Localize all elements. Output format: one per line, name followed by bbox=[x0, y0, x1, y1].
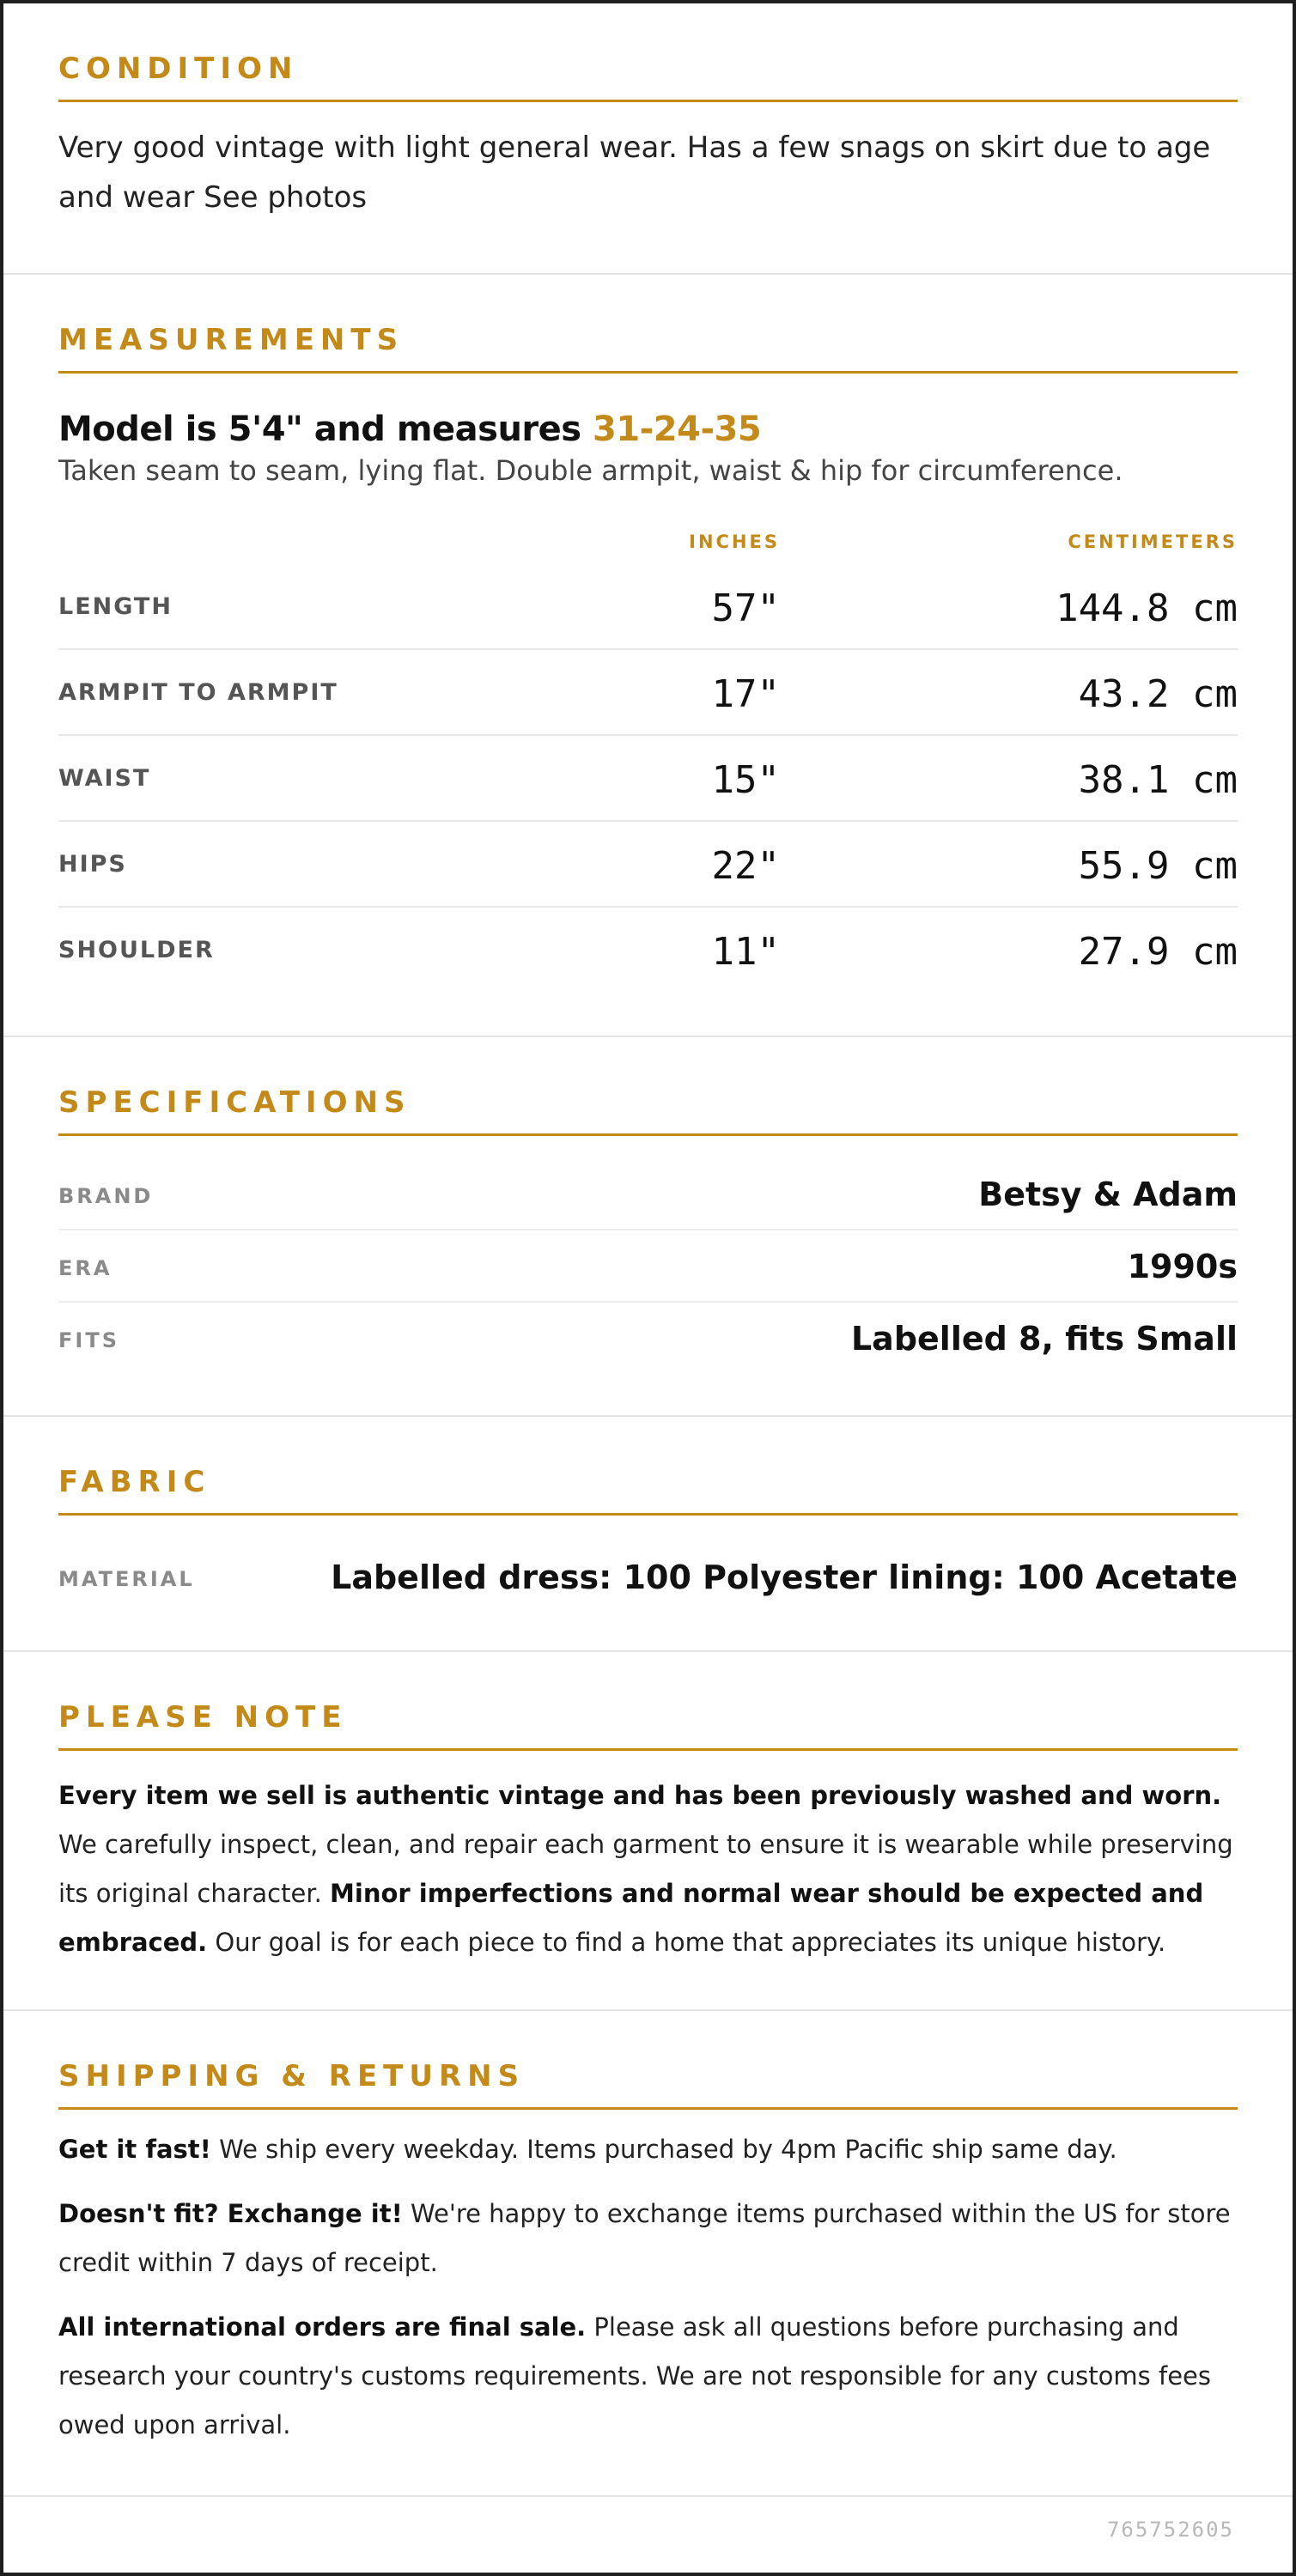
measurement-label: HIPS bbox=[58, 851, 127, 878]
exchange-paragraph bbox=[58, 2190, 1238, 2287]
spec-label: ERA bbox=[58, 1256, 113, 1280]
column-header-inches: INCHES bbox=[689, 532, 780, 552]
column-header-centimeters: CENTIMETERS bbox=[1068, 532, 1238, 552]
note-bold-authentic: Every item we sell is authentic vintage and has been previously washed and worn. bbox=[58, 1781, 1222, 1810]
shipping-fast-text: We ship every weekday. Items purchased by 4pm Pacific ship same day. bbox=[210, 2135, 1117, 2164]
measurements-subtitle: Taken seam to seam, lying flat. Double armpit, waist & hip for circumference. bbox=[58, 454, 1123, 487]
international-bold: All international orders are final sale. bbox=[58, 2312, 587, 2342]
measurement-label: ARMPIT TO ARMPIT bbox=[58, 679, 338, 706]
model-measures-line bbox=[58, 410, 1238, 449]
shipping-fast-bold: Get it fast! bbox=[58, 2135, 211, 2164]
measurement-inches: 17" bbox=[711, 672, 780, 716]
measurement-inches: 57" bbox=[711, 586, 780, 630]
spec-value: Betsy & Adam bbox=[978, 1176, 1238, 1213]
product-id: 765752605 bbox=[1106, 2518, 1234, 2542]
model-measures-prefix: Model is 5'4" and measures bbox=[58, 410, 593, 449]
measurement-label: LENGTH bbox=[58, 593, 173, 620]
spec-label: FITS bbox=[58, 1328, 119, 1352]
condition-text: Very good vintage with light general wear. Has a few snags on skirt due to age and wear See photos bbox=[58, 131, 1211, 215]
measurement-inches: 11" bbox=[711, 930, 780, 974]
spec-value: Labelled 8, fits Small bbox=[850, 1320, 1238, 1358]
spec-row-brand bbox=[58, 1158, 1238, 1230]
spec-label: MATERIAL bbox=[58, 1567, 195, 1591]
specifications-list bbox=[58, 1158, 1238, 1375]
measurement-inches: 15" bbox=[711, 758, 780, 802]
spec-row-material bbox=[58, 1541, 1238, 1613]
measurement-row-armpit bbox=[58, 650, 1238, 736]
specifications-title: SPECIFICATIONS bbox=[58, 1085, 1238, 1136]
measurement-label: SHOULDER bbox=[58, 937, 215, 963]
measurement-centimeters: 144.8 cm bbox=[1056, 586, 1238, 630]
measurement-row-length bbox=[58, 564, 1238, 650]
condition-section bbox=[3, 3, 1293, 275]
measurement-centimeters: 27.9 cm bbox=[1078, 930, 1238, 974]
measurements-section bbox=[3, 275, 1293, 1037]
measurements-title: MEASUREMENTS bbox=[58, 323, 1238, 374]
exchange-text: We're happy to exchange items purchased within the US for store credit within 7 days of receipt. bbox=[58, 2199, 1231, 2277]
fabric-section bbox=[3, 1417, 1293, 1652]
measurement-centimeters: 55.9 cm bbox=[1078, 844, 1238, 888]
measurement-row-waist bbox=[58, 736, 1238, 822]
spec-label: BRAND bbox=[58, 1184, 154, 1208]
shipping-returns-title: SHIPPING & RETURNS bbox=[58, 2059, 1238, 2110]
measurement-row-shoulder bbox=[58, 908, 1238, 993]
measurements-table bbox=[58, 564, 1238, 993]
fabric-list bbox=[58, 1541, 1238, 1613]
condition-title: CONDITION bbox=[58, 52, 1238, 102]
measurement-inches: 22" bbox=[711, 844, 780, 888]
exchange-bold: Doesn't fit? Exchange it! bbox=[58, 2199, 403, 2228]
spec-value: 1990s bbox=[1127, 1248, 1238, 1285]
please-note-section bbox=[3, 1652, 1293, 2011]
shipping-returns-section bbox=[3, 2011, 1293, 2497]
measurement-label: WAIST bbox=[58, 765, 151, 792]
measurements-header bbox=[58, 513, 1238, 564]
note-text-goal: Our goal is for each piece to find a home that appreciates its unique history. bbox=[207, 1928, 1166, 1957]
spec-row-fits bbox=[58, 1303, 1238, 1375]
fabric-title: FABRIC bbox=[58, 1465, 1238, 1516]
note-bold-imperfections: Minor imperfections and normal wear should be expected and embraced. bbox=[58, 1879, 1204, 1957]
note-text-inspect: We carefully inspect, clean, and repair each garment to ensure it is wearable while preserving its original character. bbox=[58, 1830, 1233, 1908]
specifications-section bbox=[3, 1037, 1293, 1417]
international-paragraph bbox=[58, 2303, 1238, 2450]
international-text: Please ask all questions before purchasing and research your country's customs requirements. We are not responsible for any customs fees owed upon arrival. bbox=[58, 2312, 1211, 2439]
spec-row-era bbox=[58, 1230, 1238, 1303]
please-note-text bbox=[58, 1771, 1238, 1967]
model-measures-value: 31-24-35 bbox=[593, 410, 762, 449]
measurement-centimeters: 38.1 cm bbox=[1078, 758, 1238, 802]
measurement-centimeters: 43.2 cm bbox=[1078, 672, 1238, 716]
please-note-title: PLEASE NOTE bbox=[58, 1700, 1238, 1751]
shipping-fast-paragraph bbox=[58, 2125, 1238, 2174]
measurement-row-hips bbox=[58, 822, 1238, 908]
spec-value: Labelled dress: 100 Polyester lining: 100 Acetate bbox=[331, 1558, 1238, 1596]
